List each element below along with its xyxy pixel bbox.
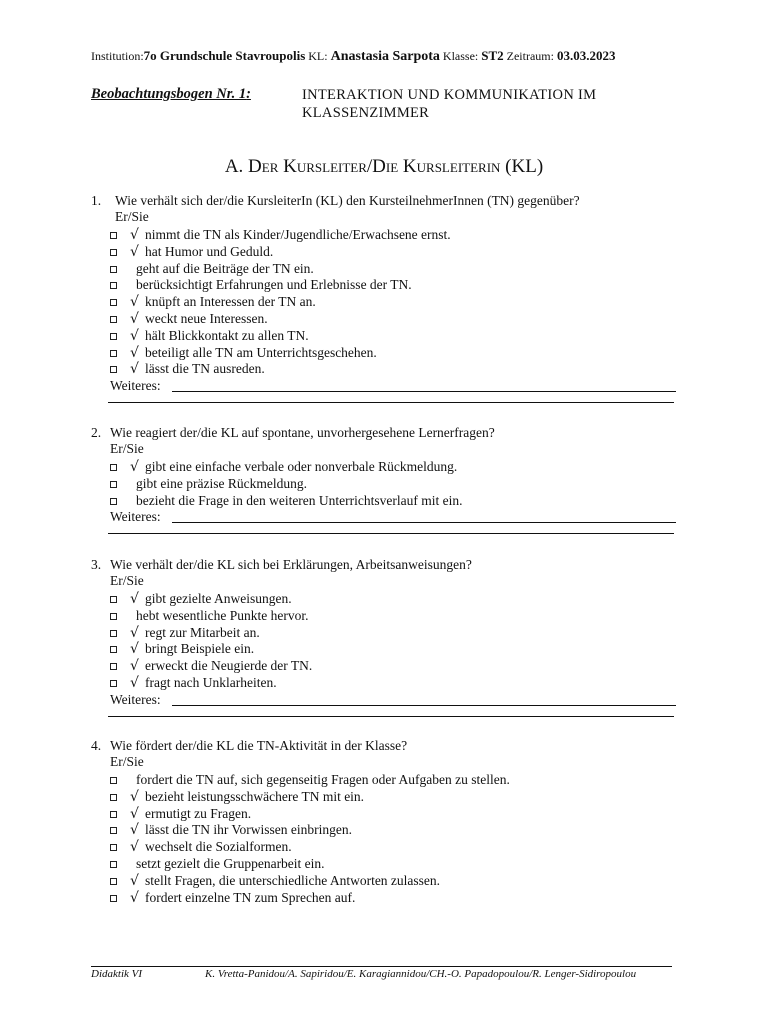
checklist-item-text: nimmt die TN als Kinder/Jugendliche/Erwachsene ernst.	[145, 227, 451, 242]
klasse-value: ST2	[481, 48, 504, 63]
checkmark-icon: √	[130, 872, 139, 889]
checkmark-icon: √	[130, 344, 139, 361]
checkbox-icon[interactable]	[110, 844, 117, 851]
checklist-item	[110, 658, 680, 675]
weiteres-field[interactable]	[110, 378, 680, 396]
checkbox-icon[interactable]	[110, 282, 117, 289]
checklist-item	[110, 311, 680, 328]
er-sie-label: Er/Sie	[110, 754, 144, 769]
checklist-item-text: wechselt die Sozialformen.	[145, 839, 292, 855]
checkbox-icon[interactable]	[110, 464, 117, 471]
header-line	[91, 48, 615, 65]
checklist-item	[110, 873, 680, 890]
institution-label: Institution:	[91, 49, 144, 63]
checklist-item	[110, 890, 680, 907]
checkmark-icon: √	[130, 674, 139, 691]
checkmark-icon: √	[130, 459, 139, 475]
checkmark-icon: √	[130, 624, 139, 641]
checkmark-icon: √	[130, 889, 139, 906]
checklist-item-text: lässt die TN ihr Vorwissen einbringen.	[145, 822, 352, 838]
checkmark-icon: √	[130, 805, 139, 822]
checklist-item	[110, 839, 680, 856]
checklist-item-text: fordert einzelne TN zum Sprechen auf.	[145, 889, 356, 905]
checklist-item-text: knüpft an Interessen der TN an.	[145, 294, 316, 310]
zeitraum-label: Zeitraum:	[506, 49, 554, 63]
institution-value: 7o Grundschule Stavroupolis	[143, 48, 306, 63]
checklist-item-text: lässt die TN ausreden.	[145, 361, 265, 377]
checkbox-icon[interactable]	[110, 827, 117, 834]
checklist-item-text: hält Blickkontakt zu allen TN.	[145, 327, 309, 343]
checkbox-icon[interactable]	[110, 266, 117, 273]
checklist-item-text: hebt wesentliche Punkte hervor.	[136, 607, 309, 623]
checklist-item-text: bezieht die Frage in den weiteren Unterrichtsverlauf mit ein.	[136, 492, 463, 508]
checkbox-icon[interactable]	[110, 366, 117, 373]
weiteres-field[interactable]	[110, 509, 680, 527]
checkbox-icon[interactable]	[110, 895, 117, 902]
checklist-item-text: erweckt die Neugierde der TN.	[145, 658, 313, 674]
checkbox-icon[interactable]	[110, 680, 117, 687]
checkbox-icon[interactable]	[110, 794, 117, 801]
checklist	[110, 459, 680, 543]
question-text: Wie verhält sich der/die KursleiterIn (KL) den KursteilnehmerInnen (TN) gegenüber?	[115, 193, 580, 208]
question-text: Wie fördert der/die KL die TN-Aktivität in der Klasse?	[110, 738, 408, 753]
weiteres-label: Weiteres:	[110, 691, 161, 707]
kl-value: Anastasia Sarpota	[330, 49, 440, 64]
footer-rule	[91, 966, 672, 967]
weiteres-label: Weiteres:	[110, 509, 161, 525]
checkmark-icon: √	[130, 310, 139, 327]
checkbox-icon[interactable]	[110, 613, 117, 620]
checkbox-icon[interactable]	[110, 299, 117, 306]
checklist-item	[110, 772, 680, 789]
question-number: 2.	[91, 425, 102, 440]
question-number: 3.	[91, 557, 102, 572]
answer-line-rule	[108, 533, 674, 534]
checklist-item	[110, 476, 680, 493]
checklist-item-text: fordert die TN auf, sich gegenseitig Fragen oder Aufgaben zu stellen.	[136, 772, 510, 787]
checkmark-icon: √	[130, 243, 139, 260]
checkmark-icon: √	[130, 294, 139, 311]
checkmark-icon: √	[130, 839, 139, 856]
question-text: Wie reagiert der/die KL auf spontane, unvorhergesehene Lernerfragen?	[110, 425, 495, 440]
checkbox-icon[interactable]	[110, 333, 117, 340]
sheet-topic	[302, 86, 596, 122]
checklist-item	[110, 806, 680, 823]
checklist-item-text: setzt gezielt die Gruppenarbeit ein.	[136, 855, 325, 871]
checklist-item-text: weckt neue Interessen.	[145, 310, 268, 326]
checklist-item-text: beteiligt alle TN am Unterrichtsgeschehen.	[145, 344, 377, 360]
checkbox-icon[interactable]	[110, 663, 117, 670]
question-number: 4.	[91, 738, 102, 753]
weiteres-line	[172, 391, 676, 392]
checklist-item	[110, 244, 680, 261]
checklist-item-text: fragt nach Unklarheiten.	[145, 674, 277, 690]
checklist-item	[110, 345, 680, 362]
answer-line[interactable]	[110, 710, 680, 726]
answer-line-rule	[108, 716, 674, 717]
checklist-item-text: hat Humor und Geduld.	[145, 243, 274, 259]
checkbox-icon[interactable]	[110, 232, 117, 239]
checklist	[110, 227, 680, 412]
klasse-label: Klasse:	[442, 49, 479, 63]
checkbox-icon[interactable]	[110, 811, 117, 818]
checkbox-icon[interactable]	[110, 878, 117, 885]
footer-left: Didaktik VI	[91, 968, 143, 980]
weiteres-line	[172, 705, 676, 706]
zeitraum-value: 03.03.2023	[556, 48, 616, 63]
checklist-item	[110, 493, 680, 510]
answer-line[interactable]	[110, 396, 680, 412]
checklist-item	[110, 361, 680, 378]
topic-line-1: INTERAKTION UND KOMMUNIKATION IM	[302, 87, 597, 103]
checklist-item	[110, 294, 680, 311]
checklist-item-text: gibt gezielte Anweisungen.	[145, 591, 292, 606]
checklist-item-text: geht auf die Beiträge der TN ein.	[136, 260, 314, 276]
checklist-item	[110, 261, 680, 278]
checklist-item	[110, 675, 680, 692]
checklist	[110, 772, 680, 906]
checklist-item-text: gibt eine präzise Rückmeldung.	[136, 475, 307, 491]
question-number: 1.	[91, 193, 102, 208]
footer-right: K. Vretta-Panidou/A. Sapiridou/E. Karagiannidou/CH.-O. Papadopoulou/R. Lenger-Sidiropoulou	[205, 968, 637, 980]
checkbox-icon[interactable]	[110, 646, 117, 653]
weiteres-label: Weiteres:	[110, 378, 161, 394]
checkbox-icon[interactable]	[110, 630, 117, 637]
checkbox-icon[interactable]	[110, 777, 117, 784]
checklist-item-text: berücksichtigt Erfahrungen und Erlebnisse der TN.	[136, 277, 412, 293]
checkmark-icon: √	[130, 822, 139, 839]
topic-line-2: KLASSENZIMMER	[302, 105, 430, 121]
sheet-label: Beobachtungsbogen Nr. 1:	[91, 86, 251, 102]
checklist-item	[110, 608, 680, 625]
checkbox-icon[interactable]	[110, 249, 117, 256]
checkbox-icon[interactable]	[110, 861, 117, 868]
checklist-item	[110, 641, 680, 658]
question-text: Wie verhält der/die KL sich bei Erklärungen, Arbeitsanweisungen?	[110, 557, 472, 572]
checklist	[110, 591, 680, 726]
checklist-item	[110, 328, 680, 345]
checklist-item	[110, 591, 680, 608]
checkmark-icon: √	[130, 591, 139, 607]
kl-label: KL:	[308, 49, 328, 63]
checklist-item-text: stellt Fragen, die unterschiedliche Antworten zulassen.	[145, 872, 441, 888]
checklist-item	[110, 856, 680, 873]
answer-line-rule	[108, 402, 674, 403]
checkbox-icon[interactable]	[110, 596, 117, 603]
checklist-item-text: bringt Beispiele ein.	[145, 641, 255, 657]
checklist-item	[110, 789, 680, 806]
checkmark-icon: √	[130, 788, 139, 805]
er-sie-label: Er/Sie	[110, 573, 144, 588]
checklist-item-text: regt zur Mitarbeit an.	[145, 624, 260, 640]
checklist-item	[110, 459, 680, 476]
checkmark-icon: √	[130, 327, 139, 344]
checkbox-icon[interactable]	[110, 350, 117, 357]
weiteres-field[interactable]	[110, 692, 680, 710]
checklist-item	[110, 625, 680, 642]
checkmark-icon: √	[130, 361, 139, 378]
er-sie-label: Er/Sie	[110, 441, 144, 456]
checkbox-icon[interactable]	[110, 498, 117, 505]
checklist-item-text: ermutigt zu Fragen.	[145, 805, 252, 821]
section-title: A. Der Kursleiter/Die Kursleiterin (KL)	[224, 156, 544, 177]
checkmark-icon: √	[130, 641, 139, 658]
er-sie-label: Er/Sie	[115, 209, 149, 224]
checklist-item-text: bezieht leistungsschwächere TN mit ein.	[145, 788, 365, 804]
checkbox-icon[interactable]	[110, 481, 117, 488]
checklist-item-text: gibt eine einfache verbale oder nonverbale Rückmeldung.	[145, 459, 458, 474]
checklist-item	[110, 822, 680, 839]
checklist-item	[110, 277, 680, 294]
weiteres-line	[172, 522, 676, 523]
checkmark-icon: √	[130, 227, 139, 243]
checklist-item	[110, 227, 680, 244]
answer-line[interactable]	[110, 527, 680, 543]
checkmark-icon: √	[130, 658, 139, 675]
checkbox-icon[interactable]	[110, 316, 117, 323]
